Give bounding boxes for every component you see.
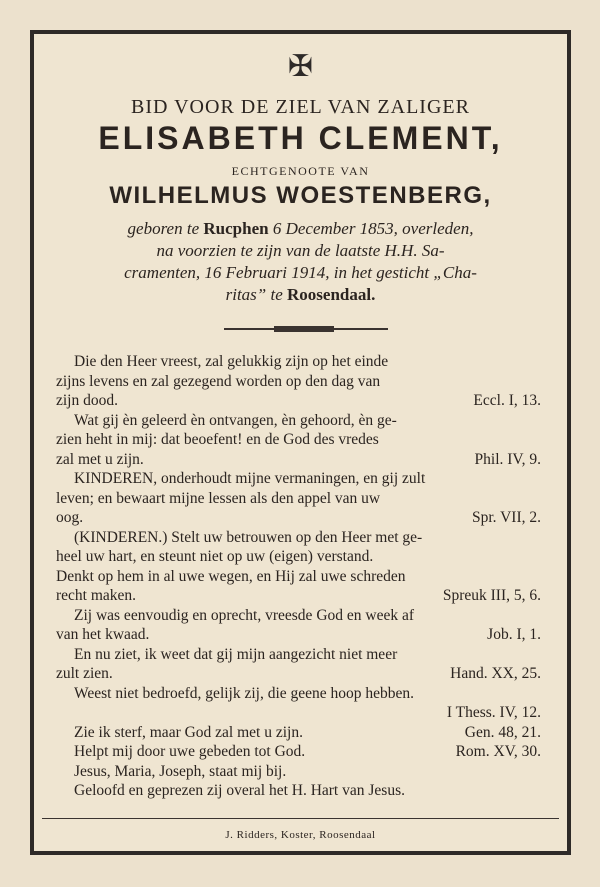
ornamental-divider xyxy=(224,328,388,330)
verse-line xyxy=(56,684,545,704)
biography xyxy=(52,218,549,306)
verse-reference: Gen. 48, 21. xyxy=(464,723,541,741)
verse-reference: Spr. VII, 2. xyxy=(471,509,541,526)
verse-text: Zij was eenvoudig en oprecht, vreesde God en week af xyxy=(74,606,415,624)
verse-line xyxy=(56,586,545,606)
verse-line xyxy=(56,625,545,645)
verse-line xyxy=(56,489,545,509)
verse-line xyxy=(56,372,545,392)
verse-reference: Hand. XX, 25. xyxy=(450,665,541,682)
verse-reference: Rom. XV, 30. xyxy=(455,743,541,760)
deceased-name: ELISABETH CLEMENT, xyxy=(98,120,503,156)
verse-line xyxy=(56,645,545,665)
verse-text: zult zien. xyxy=(56,665,113,682)
bio-line: cramenten, 16 Februari 1914, in het gesticht „Cha- xyxy=(124,263,477,282)
verse-text: Weest niet bedroefd, gelijk zij, die geene hoop hebben. xyxy=(74,684,415,702)
verse-reference: Eccl. I, 13. xyxy=(473,392,541,409)
verse-line xyxy=(56,450,545,470)
verse-line xyxy=(56,528,545,548)
verse-line xyxy=(56,742,545,762)
verse-text: van het kwaad. xyxy=(56,626,150,643)
scripture-verses xyxy=(56,352,545,801)
cross-icon: ✠ xyxy=(287,50,314,83)
printer-credit: J. Ridders, Koster, Roosendaal xyxy=(225,829,376,841)
spouse-label: ECHTGENOOTE VAN xyxy=(231,164,370,178)
verse-text: (KINDEREN.) Stelt uw betrouwen op den Heer met ge- xyxy=(74,528,423,546)
verse-line xyxy=(56,352,545,372)
verse-line xyxy=(56,430,545,450)
verse-text: Die den Heer vreest, zal gelukkig zijn op het einde xyxy=(74,353,389,370)
verse-text: Zie ik sterf, maar God zal met u zijn. xyxy=(74,723,303,741)
verse-text: Helpt mij door uwe gebeden tot God. xyxy=(74,743,306,760)
footer-divider xyxy=(42,818,559,819)
verse-reference: Phil. IV, 9. xyxy=(474,450,541,468)
bio-line: geboren te Rucphen 6 December 1853, overleden, xyxy=(127,219,474,238)
verse-text: KINDEREN, onderhoudt mijne vermaningen, en gij zult xyxy=(74,470,426,487)
verse-text: leven; en bewaart mijne lessen als den appel van uw xyxy=(56,489,381,507)
verse-text: Geloofd en geprezen zij overal het H. Hart van Jesus. xyxy=(74,782,405,799)
bio-line: ritas” te Roosendaal. xyxy=(225,285,376,304)
verse-line xyxy=(56,411,545,431)
verse-text: zien heht in mij: dat beoefent! en de God des vredes xyxy=(56,431,379,448)
verse-line xyxy=(56,703,545,723)
prayer-heading: BID VOOR DE ZIEL VAN ZALIGER xyxy=(131,96,470,118)
verse-line xyxy=(56,723,545,743)
verse-text: Denkt op hem in al uwe wegen, en Hij zal uwe schreden xyxy=(56,567,406,585)
verse-line xyxy=(56,567,545,587)
verse-text: zal met u zijn. xyxy=(56,450,144,468)
verse-text: Jesus, Maria, Joseph, staat mij bij. xyxy=(74,762,287,780)
verse-reference: I Thess. IV, 12. xyxy=(446,704,541,721)
verse-reference: Job. I, 1. xyxy=(487,626,541,643)
verse-line xyxy=(56,547,545,567)
verse-text: zijn dood. xyxy=(56,392,118,409)
verse-text: En nu ziet, ik weet dat gij mijn aangezicht niet meer xyxy=(74,645,398,663)
bio-line: na voorzien te zijn van de laatste H.H. Sa- xyxy=(156,241,445,260)
verse-text: oog. xyxy=(56,509,84,526)
verse-reference: Spreuk III, 5, 6. xyxy=(442,587,541,604)
memorial-card xyxy=(30,30,571,855)
verse-line xyxy=(56,664,545,684)
verse-text: Wat gij èn geleerd èn ontvangen, èn gehoord, èn ge- xyxy=(74,411,397,429)
verse-line xyxy=(56,781,545,801)
verse-line xyxy=(56,469,545,489)
verse-text: recht maken. xyxy=(56,587,137,604)
verse-line xyxy=(56,762,545,782)
verse-line xyxy=(56,606,545,626)
verse-line xyxy=(56,391,545,411)
verse-line xyxy=(56,508,545,528)
verse-text: heel uw hart, en steunt niet op uw (eigen) verstand. xyxy=(56,548,374,565)
spouse-name: WILHELMUS WOESTENBERG, xyxy=(109,182,492,209)
verse-text: zijns levens en zal gezegend worden op den dag van xyxy=(56,372,381,390)
